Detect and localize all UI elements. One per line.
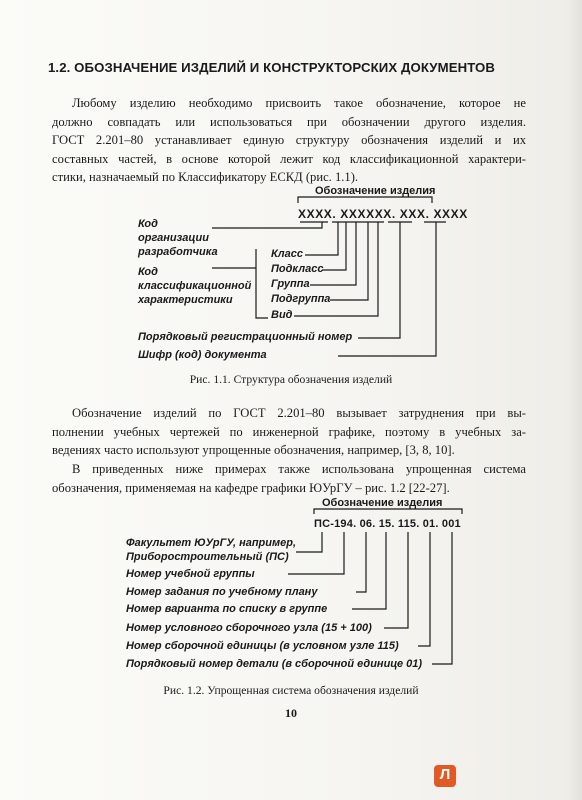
figure2-header: Обозначение изделия: [322, 497, 443, 509]
figure1-label-class-code-3: характеристики: [138, 294, 233, 306]
paragraph-line: ГОСТ 2.201–80 устанавливает единую структуру обозначения изделий и их: [52, 133, 526, 148]
paragraph-examples: [52, 460, 526, 497]
figure1-bracket-class-code: [256, 249, 268, 318]
figure2-leader-unit: [418, 532, 430, 646]
figure2-label-task: Номер задания по учебному плану: [126, 586, 318, 598]
figure2-label-assembly: Номер условного сборочного узла (15 + 100): [126, 622, 372, 634]
figure2-leader-assembly: [384, 532, 408, 628]
figure1-label-class-code-1: Код: [138, 266, 158, 278]
figure2-leader-group: [288, 532, 344, 574]
figure1-label-org-code-1: Код: [138, 218, 158, 230]
figure2-label-part: Порядковый номер детали (в сборочной единице 01): [126, 658, 423, 670]
figure1-header-bracket: [298, 197, 432, 203]
figure2-leader-faculty: [296, 532, 322, 552]
figure1-label-doc-code: Шифр (код) документа: [138, 349, 267, 361]
figure1-leader-doc-code: [338, 222, 436, 356]
figure1-label-org-code-3: разработчика: [138, 246, 218, 258]
figure2-label-faculty-1: Факультет ЮУрГУ, например,: [126, 537, 297, 549]
figure1-leader-subclass: [322, 222, 346, 270]
figure1-label-subclass: Подкласс: [271, 263, 324, 275]
figure1-code: XXXX. XXXXXX. XXX. XXXX: [298, 207, 468, 221]
figure1-label-subgroup: Подгруппа: [271, 293, 331, 305]
figure1-leader-group: [310, 222, 356, 285]
figure1-label-group: Группа: [271, 278, 310, 290]
paragraph-line: полнении учебных чертежей по инженерной графике, поэтому в учебных за-: [52, 424, 526, 439]
paragraph-line: В приведенных ниже примерах также использована упрощенная система: [72, 462, 526, 476]
figure2-label-faculty-2: Приборостроительный (ПС): [126, 551, 289, 563]
figure1-label-reg-number: Порядковый регистрационный номер: [138, 331, 353, 343]
figure2-label-unit: Номер сборочной единицы (в условном узле 115): [126, 640, 399, 652]
figure1-leader-kind: [294, 222, 378, 316]
figure1-leader-reg-number: [358, 222, 400, 338]
figure2-caption: Рис. 1.2. Упрощенная система обозначения изделий: [163, 684, 419, 697]
figure2-label-group: Номер учебной группы: [126, 568, 255, 580]
figure2-label-variant: Номер варианта по списку в группе: [126, 603, 328, 615]
paragraph-line: Обозначение изделий по ГОСТ 2.201–80 вызывает затруднения при вы-: [72, 406, 526, 420]
paragraph-line: должно совпадать или использоваться при обозначении другого изделия.: [52, 114, 526, 129]
figure1-label-class: Класс: [271, 248, 303, 260]
figure1-header: Обозначение изделия: [315, 185, 436, 197]
figure1-label-org-code-2: организации: [138, 232, 209, 244]
paragraph-gost-difficulty: [52, 404, 526, 460]
paragraph-line: ведениях часто используют упрощенные обозначения, например, [3, 8, 10].: [52, 443, 455, 458]
paragraph-line: Любому изделию необходимо присвоить такое обозначение, которое не: [72, 96, 526, 110]
figure1-label-kind: Вид: [271, 309, 293, 321]
paragraph-line: обозначения, применяемая на кафедре графики ЮУрГУ – рис. 1.2 [22-27].: [52, 480, 450, 495]
figure1-leader-subgroup: [330, 222, 368, 300]
figure1-label-class-code-2: классификационной: [138, 280, 252, 292]
section-title: 1.2. ОБОЗНАЧЕНИЕ ИЗДЕЛИЙ И КОНСТРУКТОРСКИХ ДОКУМЕНТОВ: [48, 60, 496, 75]
figure1-caption: Рис. 1.1. Структура обозначения изделий: [189, 373, 393, 386]
figure2-leader-task: [356, 532, 366, 592]
watermark-logo-icon: [434, 765, 456, 787]
page-number: 10: [285, 706, 297, 720]
paragraph-line: составных частей, в основе которой лежит код классификационной характери-: [52, 151, 526, 166]
figure2-header-bracket: [314, 509, 462, 514]
figure2-code: ПС-194. 06. 15. 115. 01. 001: [314, 518, 461, 530]
watermark-logo-letter: Л: [439, 766, 451, 783]
figure2-leader-part: [432, 532, 452, 664]
figure1-leader-org-code: [212, 222, 322, 228]
paragraph-line: стики, назначаемый по Классификатору ЕСКД (рис. 1.1).: [52, 170, 359, 185]
figure2-leader-variant: [352, 532, 386, 609]
